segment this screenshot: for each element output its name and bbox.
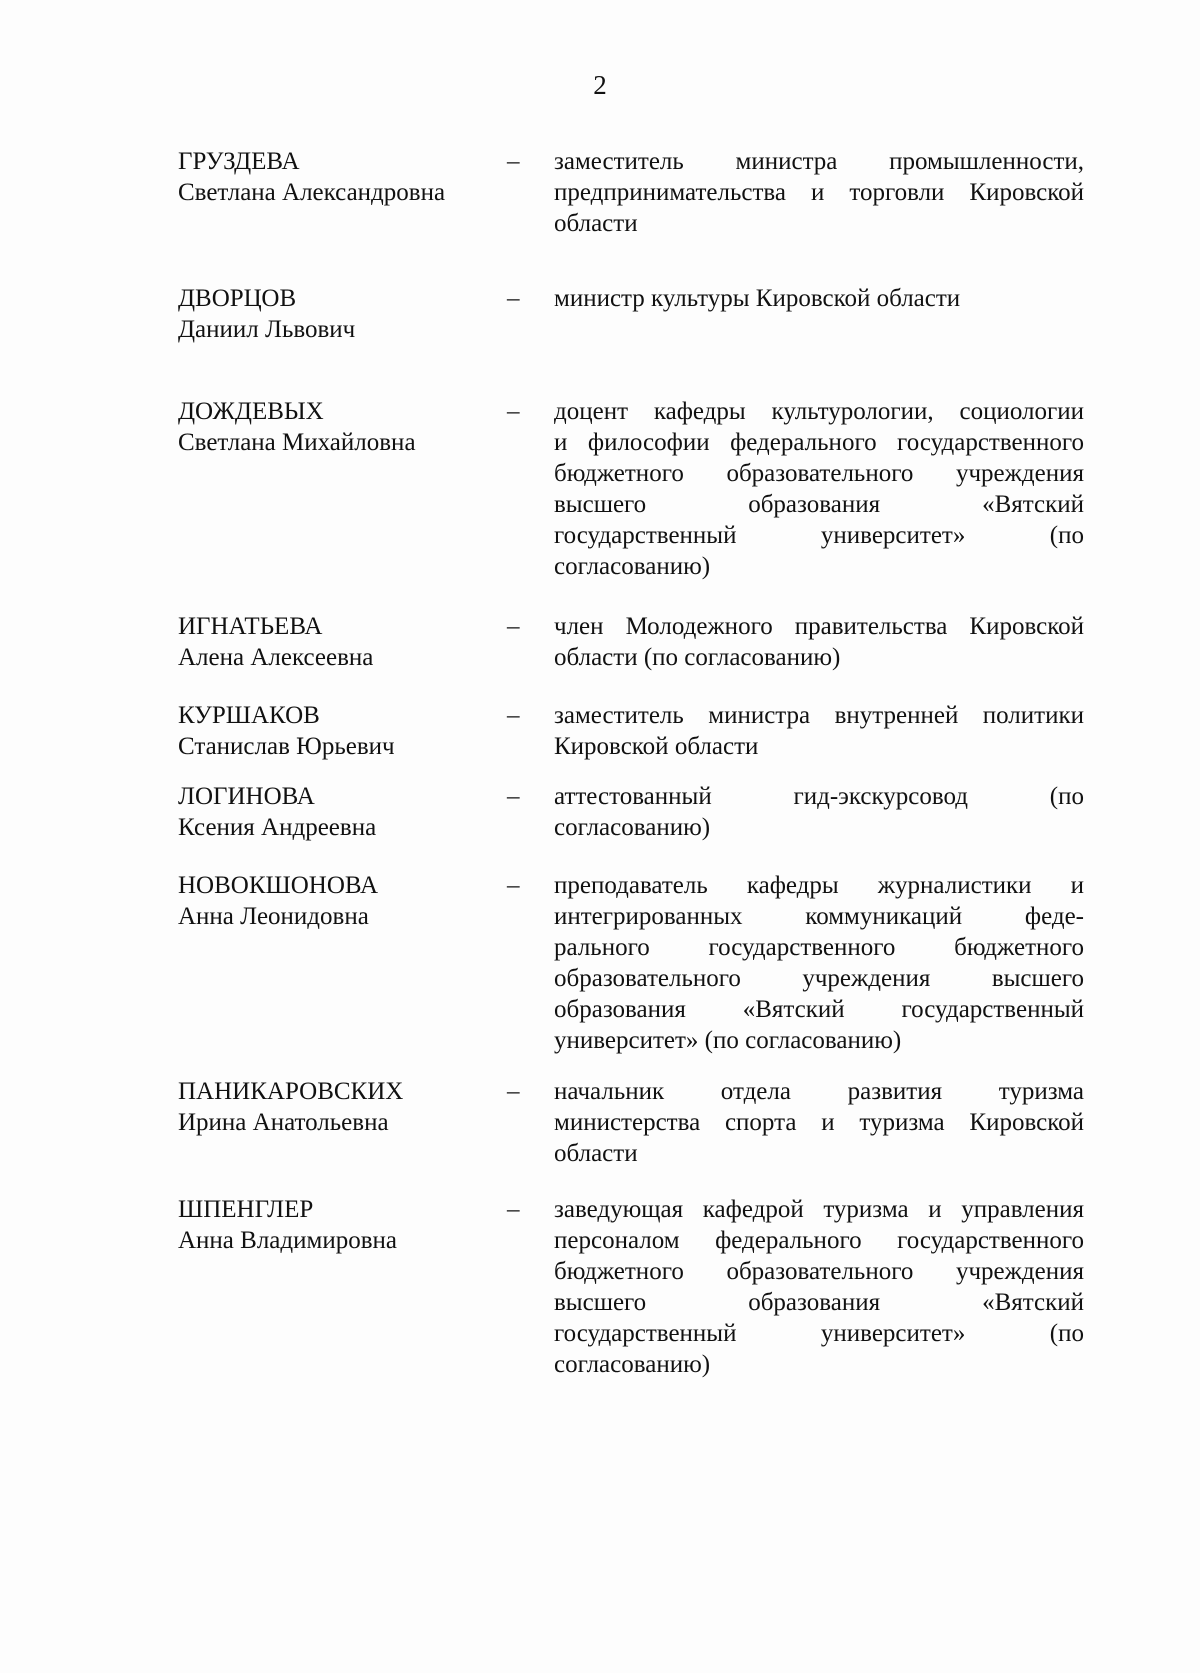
separator-dash: – <box>507 285 520 312</box>
member-surname: ПАНИКАРОВСКИХ <box>178 1078 404 1105</box>
position-line: государственный университет» (по <box>554 1320 1084 1347</box>
member-name <box>178 283 498 345</box>
member-position <box>554 146 1084 239</box>
member-surname: ДВОРЦОВ <box>178 285 297 312</box>
member-position <box>554 781 1084 843</box>
member-surname: НОВОКШОНОВА <box>178 872 379 899</box>
position-line: образовательного учреждения высшего <box>554 965 1084 992</box>
position-line: персоналом федерального государственного <box>554 1227 1084 1254</box>
member-surname: ИГНАТЬЕВА <box>178 613 323 640</box>
position-line: согласованию) <box>554 1351 711 1378</box>
member-given-names: Станислав Юрьевич <box>178 733 395 760</box>
member-given-names: Ирина Анатольевна <box>178 1109 389 1136</box>
position-line: согласованию) <box>554 814 711 841</box>
position-line: области (по согласованию) <box>554 644 841 671</box>
position-line: рального государственного бюджетного <box>554 934 1084 961</box>
member-name <box>178 700 498 762</box>
separator-dash: – <box>507 613 520 640</box>
member-surname: ЛОГИНОВА <box>178 783 315 810</box>
member-name <box>178 781 498 843</box>
position-line: преподаватель кафедры журналистики и <box>554 872 1084 899</box>
position-line: области <box>554 210 638 237</box>
member-name <box>178 870 498 932</box>
position-line: и философии федерального государственного <box>554 429 1084 456</box>
member-given-names: Алена Алексеевна <box>178 644 374 671</box>
member-name <box>178 611 498 673</box>
member-surname: КУРШАКОВ <box>178 702 320 729</box>
member-surname: ДОЖДЕВЫХ <box>178 398 324 425</box>
member-position <box>554 700 1084 762</box>
member-given-names: Светлана Михайловна <box>178 429 416 456</box>
page-number: 2 <box>593 70 607 100</box>
member-position <box>554 396 1084 582</box>
position-line: интегрированных коммуникаций феде- <box>554 903 1084 930</box>
member-position <box>554 1076 1084 1169</box>
member-name <box>178 146 498 208</box>
member-name <box>178 1076 498 1138</box>
separator-dash: – <box>507 1078 520 1105</box>
separator-dash: – <box>507 398 520 425</box>
position-line: Кировской области <box>554 733 759 760</box>
member-position <box>554 283 1084 314</box>
separator-dash: – <box>507 783 520 810</box>
separator-dash: – <box>507 1196 520 1223</box>
member-position <box>554 1194 1084 1380</box>
position-line: образования «Вятский государственный <box>554 996 1084 1023</box>
member-position <box>554 870 1084 1056</box>
position-line: университет» (по согласованию) <box>554 1027 902 1054</box>
member-surname: ГРУЗДЕВА <box>178 148 300 175</box>
position-line: министерства спорта и туризма Кировской <box>554 1109 1084 1136</box>
member-given-names: Светлана Александровна <box>178 179 446 206</box>
position-line: аттестованный гид-экскурсовод (по <box>554 783 1084 810</box>
position-line: начальник отдела развития туризма <box>554 1078 1084 1105</box>
position-line: министр культуры Кировской области <box>554 285 961 312</box>
member-position <box>554 611 1084 673</box>
position-line: области <box>554 1140 638 1167</box>
separator-dash: – <box>507 702 520 729</box>
separator-dash: – <box>507 148 520 175</box>
position-line: бюджетного образовательного учреждения <box>554 460 1084 487</box>
position-line: заведующая кафедрой туризма и управления <box>554 1196 1084 1223</box>
position-line: согласованию) <box>554 553 711 580</box>
member-given-names: Анна Леонидовна <box>178 903 369 930</box>
position-line: высшего образования «Вятский <box>554 491 1084 518</box>
member-surname: ШПЕНГЛЕР <box>178 1196 314 1223</box>
position-line: государственный университет» (по <box>554 522 1084 549</box>
position-line: предпринимательства и торговли Кировской <box>554 179 1084 206</box>
position-line: заместитель министра промышленности, <box>554 148 1084 175</box>
member-given-names: Ксения Андреевна <box>178 814 377 841</box>
separator-dash: – <box>507 872 520 899</box>
position-line: высшего образования «Вятский <box>554 1289 1084 1316</box>
position-line: член Молодежного правительства Кировской <box>554 613 1084 640</box>
member-given-names: Даниил Львович <box>178 316 356 343</box>
member-name <box>178 1194 498 1256</box>
member-name <box>178 396 498 458</box>
member-given-names: Анна Владимировна <box>178 1227 397 1254</box>
position-line: заместитель министра внутренней политики <box>554 702 1084 729</box>
position-line: бюджетного образовательного учреждения <box>554 1258 1084 1285</box>
position-line: доцент кафедры культурологии, социологии <box>554 398 1084 425</box>
